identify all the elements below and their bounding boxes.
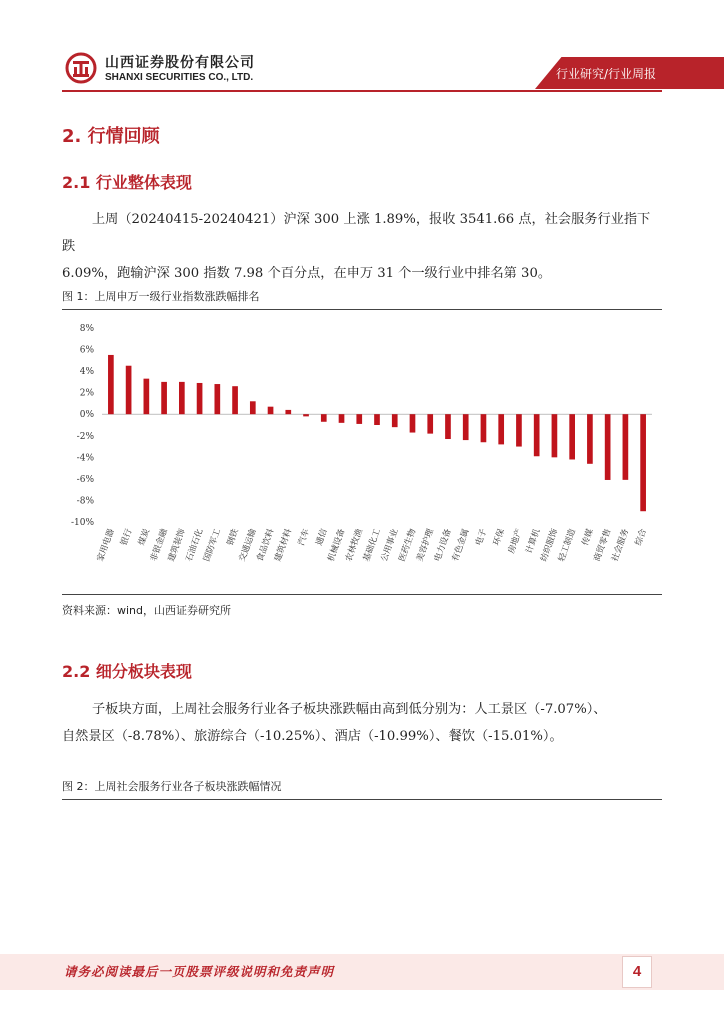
y-tick-label: 4% [79, 367, 94, 378]
y-tick-label: -10% [70, 518, 94, 528]
bar [587, 414, 593, 464]
category-label: 公用事业 [379, 527, 401, 563]
bar [161, 382, 167, 414]
category-label: 煤炭 [136, 527, 153, 548]
category-label: 食品饮料 [255, 527, 277, 563]
bar [108, 355, 114, 414]
bar [321, 414, 327, 422]
bar [410, 414, 416, 432]
y-tick-label: -2% [76, 431, 94, 442]
category-label: 医药生物 [397, 527, 419, 563]
bar [285, 410, 291, 414]
y-tick-label: -8% [76, 496, 94, 507]
bar [605, 414, 611, 480]
bar [445, 414, 451, 439]
category-label: 银行 [119, 527, 135, 548]
bar [250, 401, 256, 414]
bar [463, 414, 469, 440]
bar [197, 383, 203, 414]
company-name-en: SHANXI SECURITIES CO., LTD. [105, 72, 254, 83]
category-label: 房地产 [506, 527, 525, 556]
category-label: 非银金融 [148, 527, 170, 563]
y-tick-label: 0% [79, 410, 94, 421]
bar [356, 414, 362, 424]
category-label: 社会服务 [610, 527, 632, 563]
category-label: 轻工制造 [556, 527, 578, 563]
category-label: 家用电器 [95, 527, 117, 563]
bar [498, 414, 504, 444]
figure-top-rule [62, 799, 662, 800]
industry-return-bar-chart [62, 314, 662, 592]
bar [427, 414, 433, 433]
shanxi-securities-logo-icon [65, 52, 97, 84]
category-label: 机械设备 [326, 527, 348, 563]
bar [623, 414, 629, 480]
figure-caption: 图 2：上周社会服务行业各子板块涨跌幅情况 [62, 780, 282, 793]
bar [339, 414, 345, 423]
paragraph-line: 自然景区（-8.78%）、旅游综合（-10.25%）、酒店（-10.99%）、餐饮（-15.01%）。 [62, 729, 563, 744]
paragraph-line: 子板块方面，上周社会服务行业各子板块涨跌幅由高到低分别为：人工景区（-7.07%）、 [92, 702, 607, 717]
report-type: 行业研究/行业周报 [556, 67, 657, 81]
company-name-cn: 山西证券股份有限公司 [105, 55, 255, 71]
page-header [0, 0, 724, 100]
bar [268, 407, 274, 415]
y-tick-label: 8% [79, 324, 94, 334]
category-label: 美容护理 [415, 527, 437, 563]
bar [179, 382, 185, 414]
bar [232, 386, 238, 414]
subsection-title-2-1: 2.1 行业整体表现 [62, 173, 192, 192]
subsection-title-2-2: 2.2 细分板块表现 [62, 662, 192, 681]
category-label: 建筑装饰 [166, 527, 188, 563]
category-label: 农林牧渔 [344, 527, 366, 563]
figure-top-rule [62, 309, 662, 310]
category-label: 石油石化 [184, 527, 206, 563]
category-label: 汽车 [296, 527, 312, 548]
category-label: 环保 [491, 527, 508, 548]
category-label: 综合 [633, 527, 649, 548]
category-label: 钢铁 [225, 527, 241, 548]
bar [640, 414, 646, 511]
bar [144, 379, 150, 415]
bar [126, 366, 132, 415]
paragraph-overall [62, 206, 662, 287]
section-title: 2. 行情回顾 [62, 126, 160, 147]
category-label: 传媒 [580, 527, 596, 548]
bar [374, 414, 380, 425]
category-label: 纺织服饰 [539, 527, 561, 563]
category-label: 国防军工 [202, 527, 224, 563]
category-label: 电力设备 [432, 527, 454, 563]
category-label: 基础化工 [361, 527, 383, 563]
category-label: 建筑材料 [273, 527, 295, 563]
bar [534, 414, 540, 456]
y-tick-label: 6% [79, 345, 94, 356]
category-label: 商贸零售 [592, 527, 614, 563]
bar [552, 414, 558, 457]
bar [392, 414, 398, 427]
bar [516, 414, 522, 446]
bar [214, 384, 220, 414]
y-tick-label: 2% [79, 388, 94, 399]
y-tick-label: -4% [76, 453, 94, 464]
y-tick-label: -6% [76, 474, 94, 485]
bar [569, 414, 575, 459]
page-number: 4 [622, 956, 652, 988]
bar [481, 414, 487, 442]
header-divider [62, 90, 662, 92]
bar [303, 414, 309, 416]
category-label: 通信 [314, 527, 330, 548]
figure-bottom-rule [62, 594, 662, 595]
category-label: 交通运输 [237, 527, 259, 563]
category-label: 有色金属 [450, 527, 472, 563]
figure-caption: 图 1：上周申万一级行业指数涨跌幅排名 [62, 290, 260, 303]
category-label: 电子 [474, 527, 490, 548]
paragraph-line: 上周（20240415-20240421）沪深 300 上涨 1.89%，报收 3541.66 点，社会服务行业指下跌 [62, 212, 651, 254]
figure-source: 资料来源：wind，山西证券研究所 [62, 604, 232, 617]
footer-disclaimer: 请务必阅读最后一页股票评级说明和免责声明 [64, 964, 335, 979]
category-label: 计算机 [524, 527, 543, 556]
paragraph-sub-sectors [62, 696, 662, 750]
paragraph-line: 6.09%，跑输沪深 300 指数 7.98 个百分点，在申万 31 个一级行业中排名第 30。 [62, 266, 552, 281]
